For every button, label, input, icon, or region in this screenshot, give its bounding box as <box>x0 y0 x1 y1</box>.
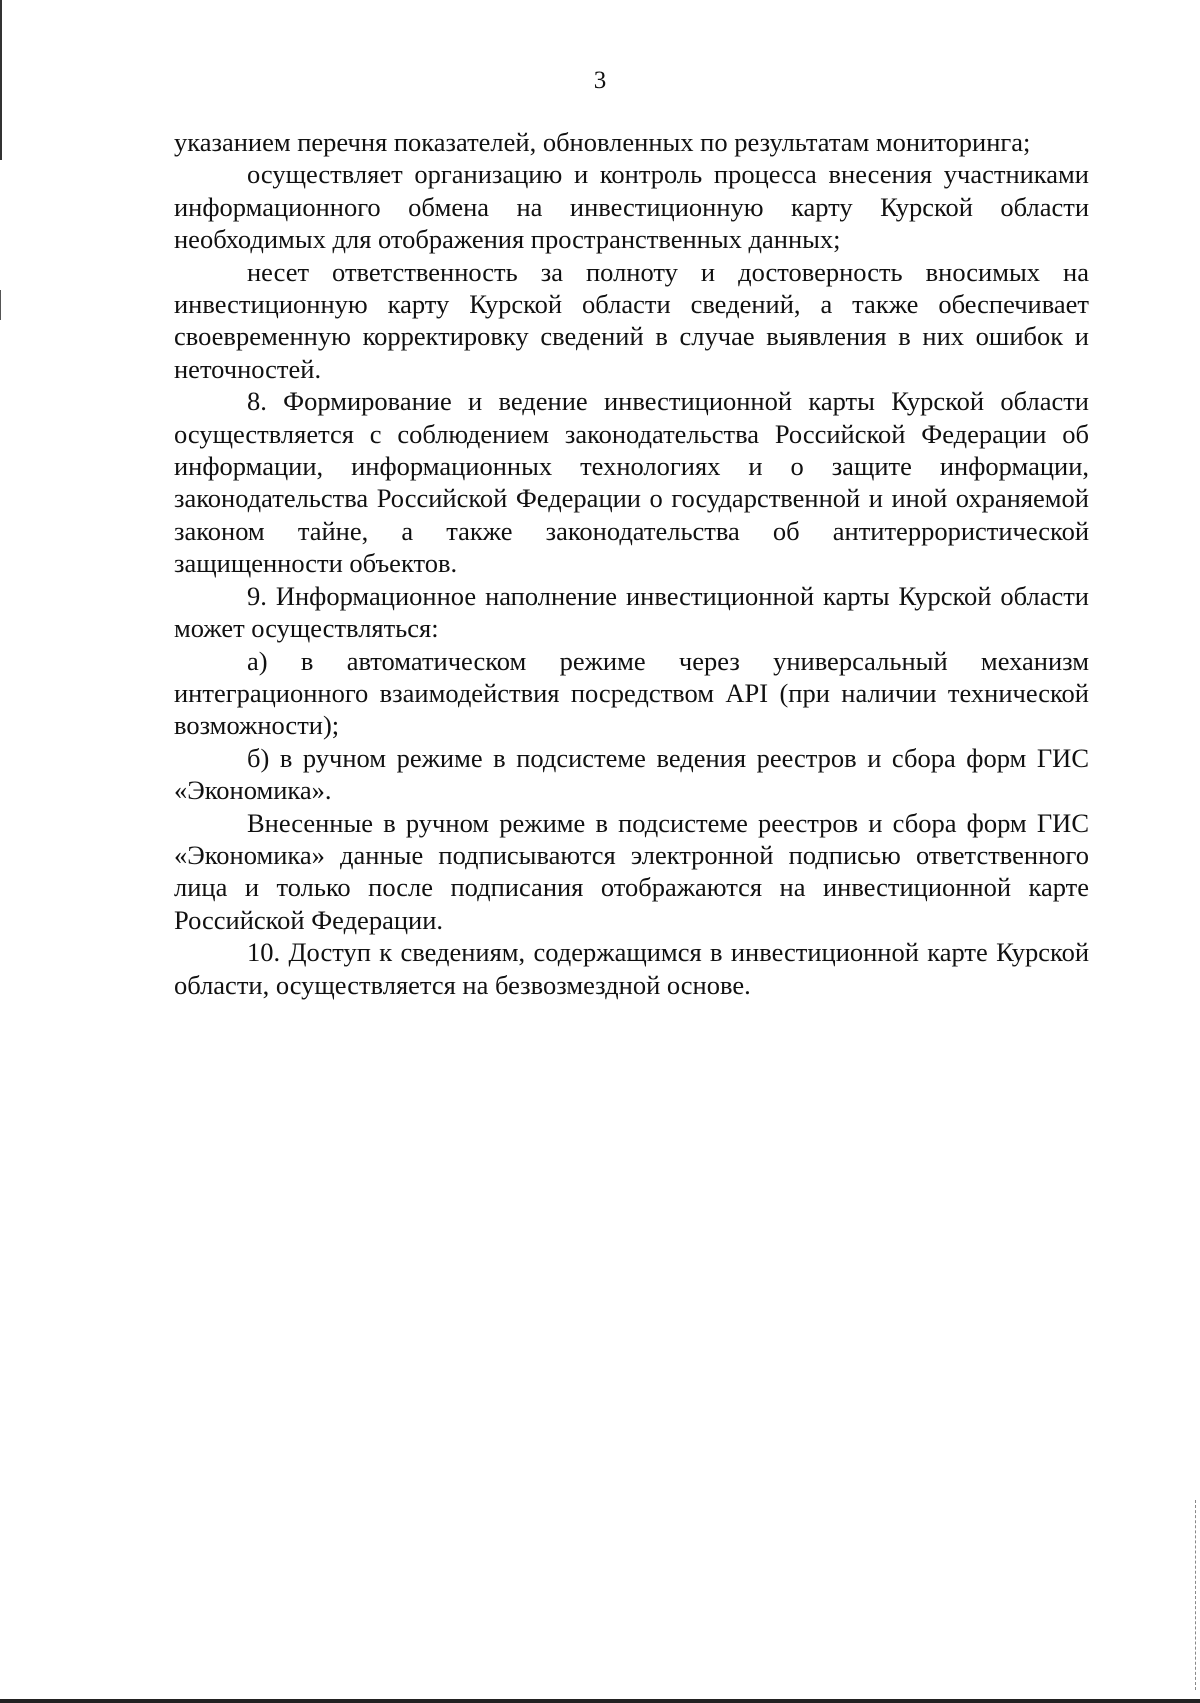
paragraph-manual-entry: Внесенные в ручном режиме в подсистеме реестров и сбора форм ГИС «Экономика» данные подписываются электронной подписью ответственного лица и только после подписания отображаются на инвестиционной карте Российской Федерации. <box>174 807 1089 935</box>
document-body <box>174 126 1089 1001</box>
paragraph-item-9b: б) в ручном режиме в подсистеме ведения реестров и сбора форм ГИС «Экономика». <box>174 742 1089 806</box>
paragraph-item-9a: а) в автоматическом режиме через универсальный механизм интеграционного взаимодействия посредством API (при наличии технической возможности); <box>174 645 1089 741</box>
paragraph-item-9: 9. Информационное наполнение инвестиционной карты Курской области может осуществляться: <box>174 580 1089 644</box>
page-number: 3 <box>593 67 607 94</box>
paragraph-continuation: указанием перечня показателей, обновленных по результатам мониторинга; <box>174 127 1031 157</box>
scan-edge-mark <box>1194 1500 1196 1690</box>
paragraph-item-10: 10. Доступ к сведениям, содержащимся в инвестиционной карте Курской области, осуществляется на безвозмездной основе. <box>174 937 1089 1000</box>
paragraph-responsibility: несет ответственность за полноту и достоверность вносимых на инвестиционную карту Курской области сведений, а также обеспечивает своевременную корректировку сведений в случае выявления в них ошибок и неточностей. <box>174 256 1089 384</box>
paragraph-item-8: 8. Формирование и ведение инвестиционной карты Курской области осуществляется с соблюдением законодательства Российской Федерации об информации, информационных технологиях и о защите информации, законодательства Российской Федерации о государственной и иной охраняемой законом тайне, а также законодательства об антитеррористической защищенности объектов. <box>174 386 1089 579</box>
scan-edge-mark <box>0 1699 1200 1703</box>
scan-edge-mark <box>0 290 1 320</box>
paragraph-organization-control: осуществляет организацию и контроль процесса внесения участниками информационного обмена на инвестиционную карту Курской области необходимых для отображения пространственных данных; <box>174 159 1089 255</box>
